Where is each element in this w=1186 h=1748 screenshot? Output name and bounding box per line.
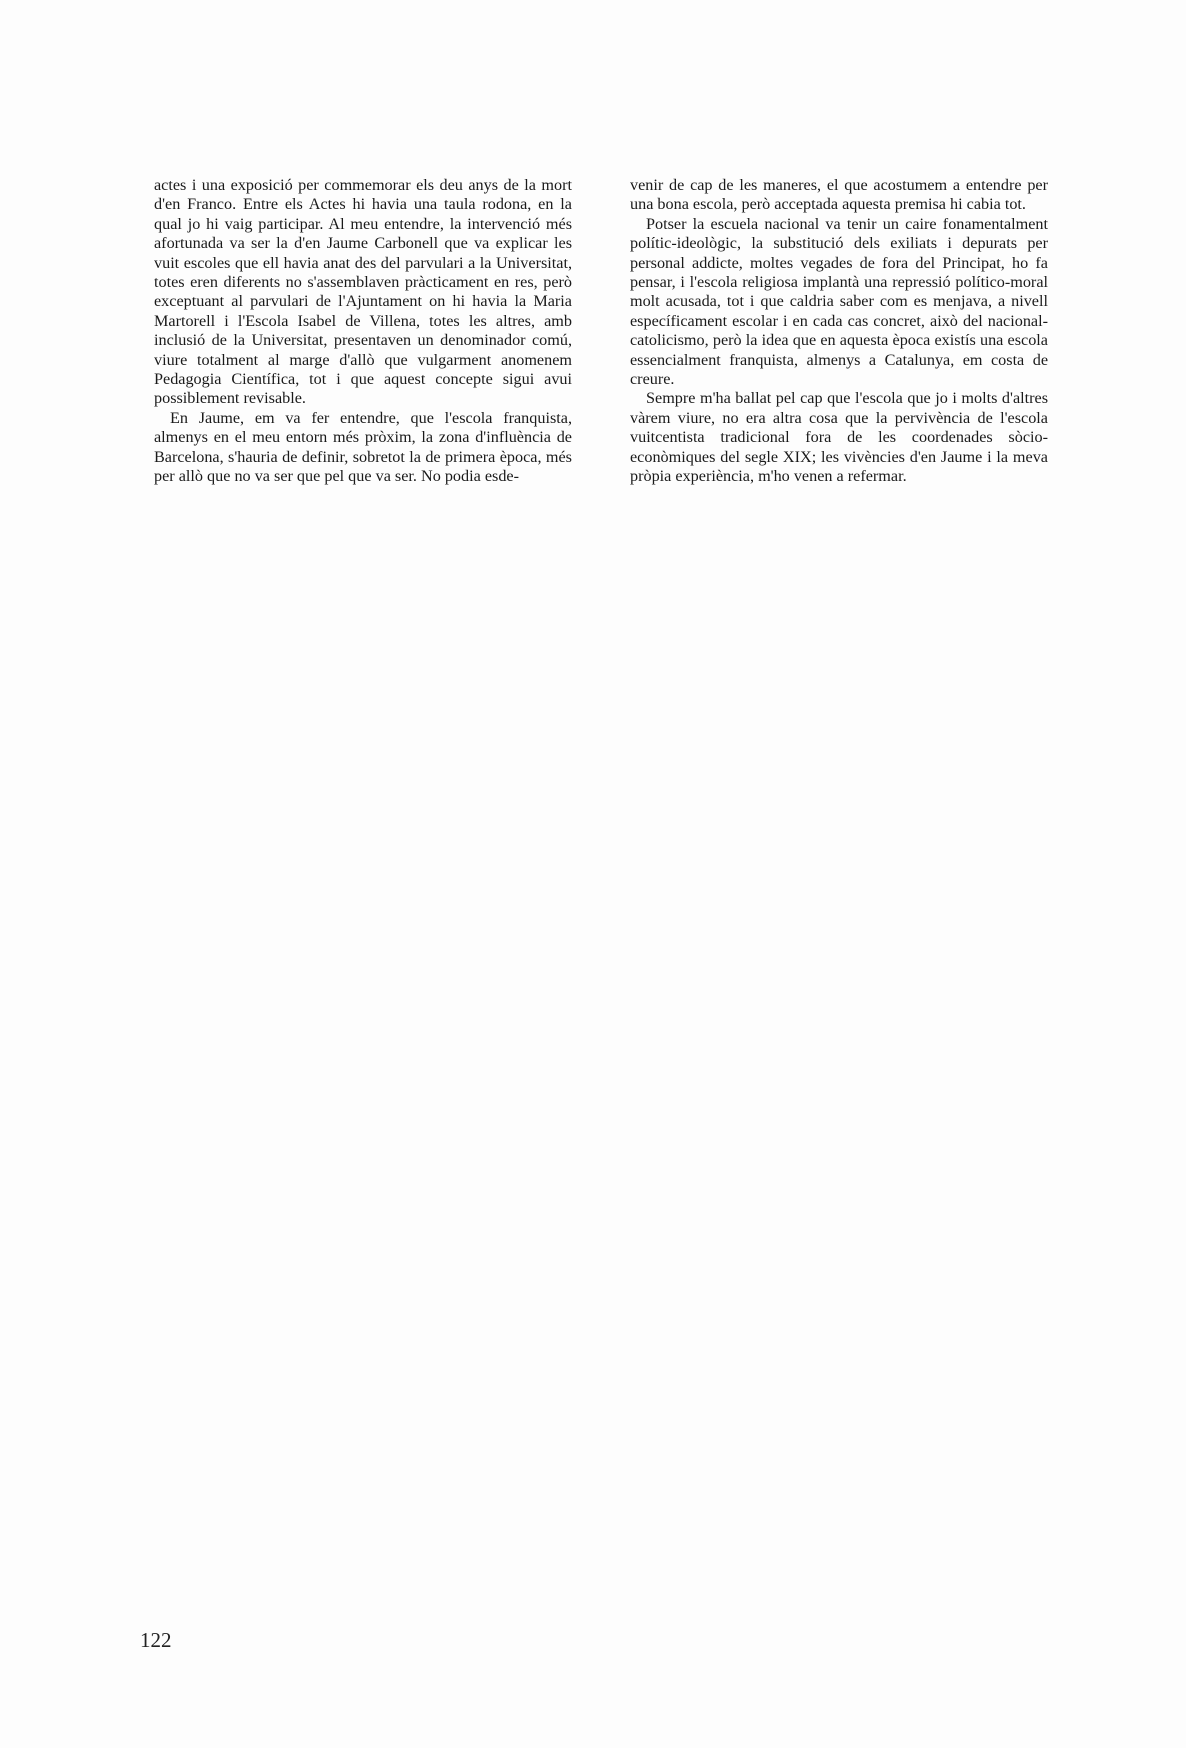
right-text-column	[630, 176, 1048, 487]
paragraph: Sempre m'ha ballat pel cap que l'escola que jo i molts d'altres vàrem viure, no era altra cosa que la pervivència de l'escola vuitcentista tradicional fora de les coordenades sòcio-econòmiques del segle XIX; les vivències d'en Jaume i la meva pròpia experiència, m'ho venen a refermar.	[630, 389, 1048, 486]
paragraph: venir de cap de les maneres, el que acostumem a entendre per una bona escola, però acceptada aquesta premisa hi cabia tot.	[630, 176, 1048, 214]
paragraph: actes i una exposició per commemorar els deu anys de la mort d'en Franco. Entre els Actes hi havia una taula rodona, en la qual jo hi vaig participar. Al meu entendre, la intervenció més afortunada va ser la d'en Jaume Carbonell que va explicar les vuit escoles que ell havia anat des del parvulari a la Universitat, totes eren diferents no s'assemblaven pràcticament en res, però exceptuant al parvulari de l'Ajuntament on hi havia la Maria Martorell i l'Escola Isabel de Villena, totes les altres, amb inclusió de la Universitat, presentaven un denominador comú, viure totalment al marge d'allò que vulgarment anomenem Pedagogia Científica, tot i que aquest concepte sigui avui possiblement revisable.	[154, 176, 572, 408]
page-number: 122	[140, 1628, 172, 1652]
paragraph: Potser la escuela nacional va tenir un caire fonamentalment polític-ideològic, la substitució dels exiliats i depurats per personal addicte, moltes vegades de fora del Principat, ho fa pensar, i l'escola religiosa implantà una repressió político-moral molt acusada, tot i que caldria saber com es menjava, a nivell específicament escolar i en cada cas concret, això del nacional-catolicismo, però la idea que en aquesta època existís una escola essencialment franquista, almenys a Catalunya, em costa de creure.	[630, 214, 1048, 389]
paragraph: En Jaume, em va fer entendre, que l'escola franquista, almenys en el meu entorn més pròxim, la zona d'influència de Barcelona, s'hauria de definir, sobretot la de primera època, més per allò que no va ser que pel que va ser. No podia esde-	[154, 408, 572, 486]
left-text-column	[154, 176, 572, 487]
